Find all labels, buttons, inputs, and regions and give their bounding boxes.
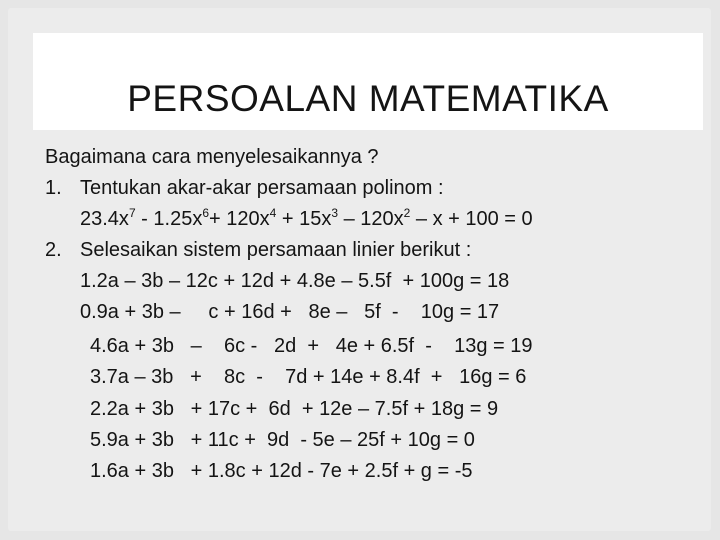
- equation-line: 4.6a + 3b – 6c - 2d + 4e + 6.5f - 13g = 19: [90, 335, 533, 357]
- item-2-text: Selesaikan sistem persamaan linier berikut :: [80, 239, 472, 261]
- intro-question: Bagaimana cara menyelesaikannya ?: [45, 146, 379, 168]
- polynomial-equation: $23.4x^7 - 1.25x^6+ 120x^4 + 15x^3 - 120x^2 - x + 100 = 0$: [80, 206, 533, 230]
- item-1-number: 1.: [45, 177, 62, 199]
- equation-line: 2.2a + 3b + 17c + 6d + 12e – 7.5f + 18g = 9: [90, 398, 499, 420]
- title-box: [33, 33, 703, 130]
- slide-title: PERSOALAN MATEMATIKA: [127, 78, 609, 119]
- equation-line: 3.7a – 3b + 8c - 7d + 14e + 8.4f + 16g = 6: [90, 366, 527, 388]
- equation-line: 0.9a + 3b – c + 16d + 8e – 5f - 10g = 17: [80, 301, 500, 323]
- equation-line: 1.6a + 3b + 1.8c + 12d - 7e + 2.5f + g = -5: [90, 460, 473, 482]
- equation-line: 5.9a + 3b + 11c + 9d - 5e – 25f + 10g = 0: [90, 429, 475, 451]
- item-1-text: Tentukan akar-akar persamaan polinom :: [80, 177, 444, 199]
- item-2-number: 2.: [45, 239, 62, 261]
- equation-line: 1.2a – 3b – 12c + 12d + 4.8e – 5.5f + 100g = 18: [80, 270, 510, 292]
